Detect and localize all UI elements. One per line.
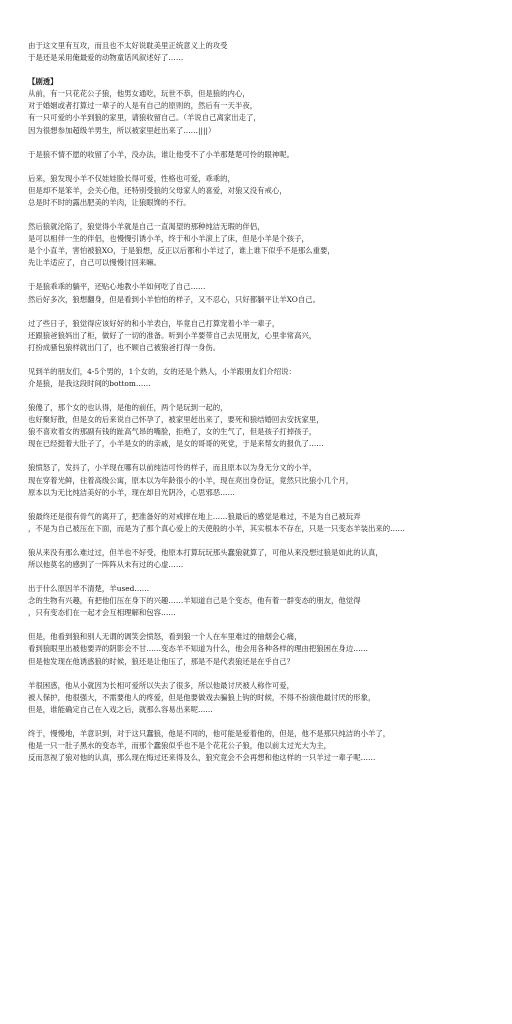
text-line: 他是一只一肚子黑水的变态羊，而那个蠢狼似乎也不是个花花公子狼，他以前太过光大为主， (28, 741, 332, 751)
text-line: 所以他莫名的感到了一阵阵从未有过的心虚…… (28, 560, 184, 569)
paragraph (28, 366, 508, 390)
text-line: 然后狼就沦陷了，狼觉得小羊就是自己一直渴望的那种纯洁无瑕的伴侣， (28, 222, 265, 232)
text-line: 现在已经挺着大肚子了，小羊是女的的亲戚，是女的哥哥的死党，于是来帮女的报仇了…… (28, 439, 324, 449)
text-line: 狼不喜欢着女的那副有钱的趾高气昂的嘴脸，拒绝了，女的生气了，但是孩子打掉孩子， (28, 427, 317, 437)
text-line: 狼最终还是很有骨气的离开了，把准备好的对戒摔在地上……狼最后的感觉是难过，不是为自己被玩弄 (28, 511, 361, 521)
text-line: 介是狼，是我这段时间的bottom…… (28, 378, 151, 388)
text-line: 于是狼不情不愿的收留了小羊，没办法，谁让他受不了小羊那楚楚可怜的眼神呢。 (28, 149, 295, 159)
text-line: 过了些日子，狼觉得应该好好的和小羊表白，毕竟自己打算宠着小羊一辈子， (28, 318, 280, 328)
text-line: 也好聚好散，但是女的后来说自己怀孕了，被家里赶出来了，要死和狼结婚回去安抚家里， (28, 415, 324, 425)
paragraph-intro (28, 40, 508, 64)
paragraph (28, 583, 508, 619)
text-line: 终于，慢慢地，羊意识到，对于这只蠢狼，他是不同的，他可能是爱着他的，但是，他不是那只纯洁的小羊了， (28, 728, 391, 738)
text-line: 因为很想参加超级羊男生，所以被家里赶出来了……||||） (28, 125, 216, 135)
text-line: 是个小直羊，害怕被狼XO，于是狼想，反正以后都和小羊过了，谁上谁下似乎不是那么重要， (28, 246, 335, 256)
text-line: 然后好多次，狼想翻身，但是看到小羊怕怕的样子，又不忍心，只好都躺平让羊XO自己。 (28, 294, 321, 304)
text-line: ，只有变态们在一起才会互相理解和包容…… (28, 608, 176, 618)
text-line: 但是却不是笨羊，会关心他，还特别受狼的父母家人的喜爱，对狼又没有戒心， (28, 185, 287, 195)
text-line: 狼从来没有那么难过过，但羊也不好受，他原本打算玩玩那头蠢狼就算了，可他从来没想过狼是如此的认真， (28, 547, 383, 557)
text-line: 从前，有一只花花公子狼，他男女通吃，玩世不恭，但是狼的内心， (28, 89, 250, 99)
paragraph (28, 511, 508, 535)
document-body (28, 40, 508, 776)
section-heading: 【剧透】 (28, 77, 58, 87)
text-line: 反而忽视了狼对他的认真，那么现在悔过还来得及么，狼究竟会不会再想和他这样的一只羊过一辈子呢…… (28, 753, 376, 763)
paragraph (28, 680, 508, 716)
text-line: 但是，谁能确定自己在入戏之后，就那么容易出来呢…… (28, 704, 213, 714)
text-line: 看到狼眼里出被他要弄的阴影会不甘……变态羊不知道为什么，他会用各种各样的理由把狼困在身边…… (28, 644, 368, 654)
paragraph (28, 547, 508, 571)
paragraph-spoiler (28, 76, 508, 136)
text-line: 但是，他看到狼和别人无谓的调笑会愤怒，看到狼一个人在车里难过的抽烟会心痛， (28, 632, 302, 642)
text-line: 念的生物有兴趣，有把他们压在身下的兴趣……羊知道自己是个变态，他有着一群变态的朋友，他觉得 (28, 596, 361, 606)
text-line: 有一只可爱的小羊到狼的家里，请狼收留自己。（羊说自己离家出走了， (28, 113, 261, 123)
text-line: 见到羊的朋友们，4-5个男的，1个女的，女的还是个熟人，小羊跟朋友们介绍说： (28, 366, 296, 376)
text-line: 于是还是采用俺最爱的动物童话风叙述好了…… (28, 53, 184, 63)
text-line: 现在穿着光鲜，住着高级公寓，原本以为年龄很小的小羊，现在亮出身份证，竟然只比狼小几个月， (28, 475, 354, 485)
paragraph (28, 631, 508, 667)
text-line: 总是时不时的露出肥美的羊肉，让狼眼馋的不行。 (28, 197, 191, 207)
paragraph (28, 149, 508, 161)
text-line: 对于婚姻或者打算过一辈子的人是有自己的原则的，然后有一天半夜， (28, 101, 258, 111)
text-line: 还跟狼爸狼妈出了柜，做好了一切的准备。听到小羊要带自己去见朋友，心里非常高兴， (28, 330, 317, 340)
text-line: 狼傻了，那个女的也认得，是他的前任，两个是玩到一起的， (28, 403, 228, 413)
text-line: 但是他发现在他诱惑狼的时候，狼还是让他压了，那是不是代表狼还是在乎自己？ (28, 656, 295, 666)
paragraph (28, 728, 508, 764)
paragraph (28, 318, 508, 354)
text-line: 出于什么原因羊不清楚，羊used…… (28, 584, 150, 594)
paragraph (28, 221, 508, 269)
text-line: 于是狼乖乖的躺平，还贴心地教小羊如何吃了自己…… (28, 282, 206, 292)
paragraph (28, 281, 508, 305)
text-line: ，不是为自己被压在下面，而是为了那个真心爱上的天使般的小羊，其实根本不存在，只是一只变态羊装出来的…… (28, 523, 405, 533)
text-line: 是可以相伴一生的伴侣，也慢慢引诱小羊，终于和小羊滚上了床，但是小羊是个孩子， (28, 234, 309, 244)
text-line: 打扮成骚包狼样就出门了，也不顾自己被狼爸打得一身伤。 (28, 342, 221, 352)
text-line: 原本以为无比纯洁美好的小羊，现在却目光阴冷，心思邪恶…… (28, 487, 235, 497)
paragraph (28, 402, 508, 450)
text-line: 后来，狼发现小羊不仅娃娃脸长得可爱，性格也可爱，乖乖的， (28, 173, 235, 183)
text-line: 被人保护，他很强大，不需要他人的疼爱，但是他要做戏去骗狼上钩的时候，不得不扮演他最讨厌的形象， (28, 692, 376, 702)
paragraph (28, 173, 508, 209)
text-line: 狼愤怒了，发抖了，小羊现在哪有以前纯洁可怜的样子，而且原本以为身无分文的小羊， (28, 463, 317, 473)
text-line: 由于这文里有互攻，而且也不太好说耽美里正统意义上的攻受 (28, 41, 228, 50)
text-line: 羊很困惑，他从小就因为长相可爱所以失去了很多，所以他最讨厌被人称作可爱， (28, 680, 295, 690)
paragraph (28, 462, 508, 498)
text-line: 先让羊适应了，自己可以慢慢讨回来嘛。 (28, 258, 162, 268)
